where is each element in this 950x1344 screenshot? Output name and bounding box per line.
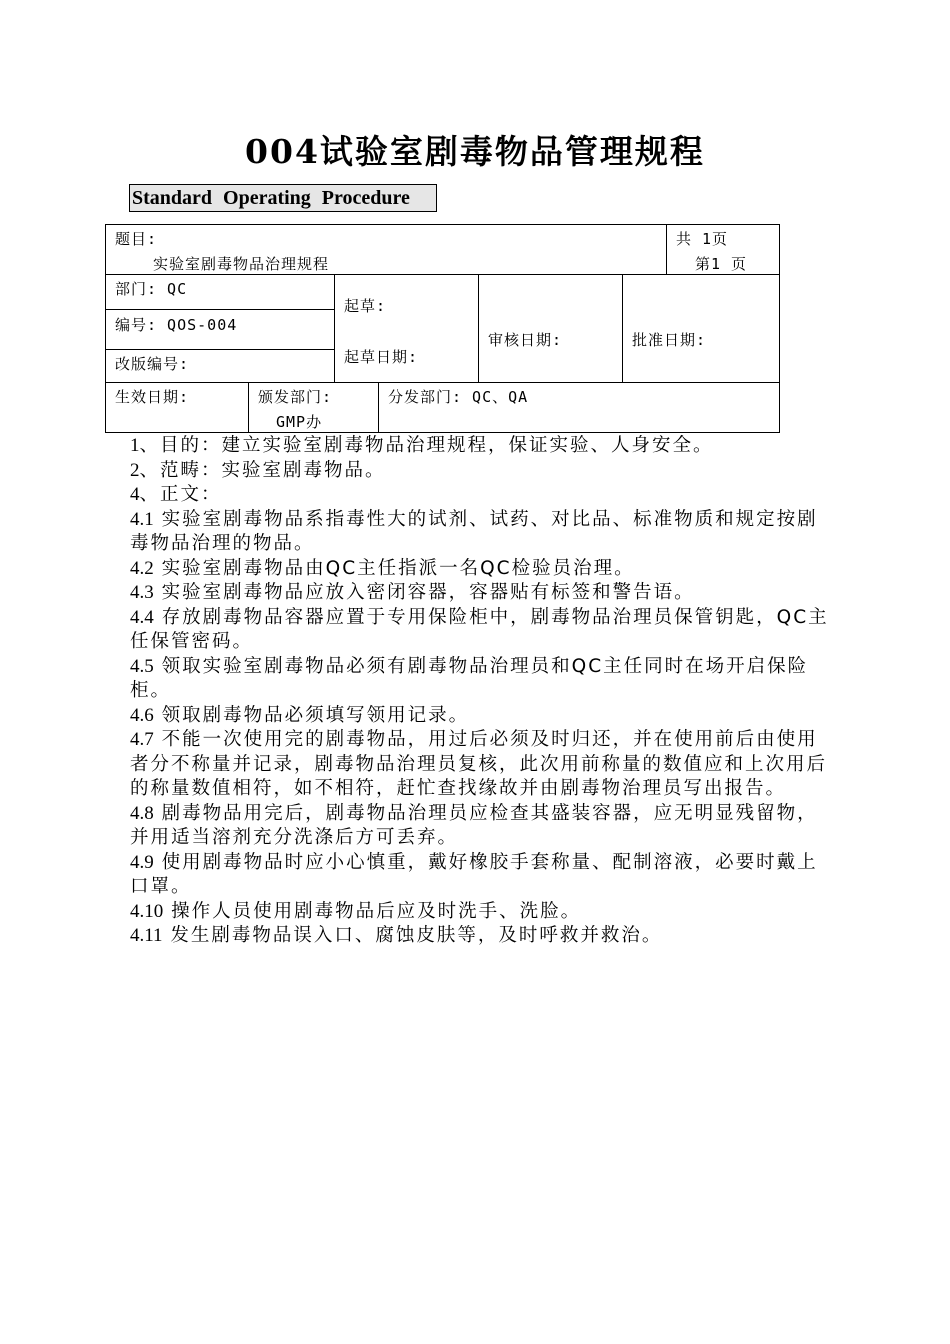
paragraph: 4、正文： — [130, 484, 222, 505]
document-title: 004试验室剧毒物品管理规程 — [245, 132, 705, 171]
draft-date-label: 起草日期: — [344, 348, 419, 366]
issue-dept-cell — [248, 382, 379, 433]
paragraph: 4.11 发生剧毒物品误入口、腐蚀皮肤等，及时呼救并救治。 — [130, 925, 663, 946]
paragraph: 4.3 实验室剧毒物品应放入密闭容器，容器贴有标签和警告语。 — [130, 582, 695, 603]
subject-value: 实验室剧毒物品治理规程 — [153, 255, 330, 273]
effective-date-cell — [105, 382, 249, 433]
paragraph: 1、目的：建立实验室剧毒物品治理规程，保证实验、人身安全。 — [130, 435, 714, 456]
paragraph: 4.6 领取剧毒物品必须填写领用记录。 — [130, 704, 470, 726]
paragraph: 4.8 剧毒物品用完后，剧毒物品治理员应检查其盛装容器，应无明显残留物，并用适当溶剂充分洗涤后方可丢弃。 — [130, 802, 818, 848]
revision-number: 改版编号: — [115, 355, 190, 373]
number-cell — [105, 309, 335, 350]
paragraph: 4.10 操作人员使用剧毒物品后应及时洗手、洗脸。 — [130, 900, 582, 922]
paragraph: 4.5 领取实验室剧毒物品必须有剧毒物品治理员和QC主任同时在场开启保险柜。 — [130, 655, 809, 701]
page-count-cell — [666, 224, 780, 275]
paragraph: 2、范畴：实验室剧毒物品。 — [130, 459, 386, 481]
paragraph: 4.2 实验室剧毒物品由QC主任指派一名QC检验员治理。 — [130, 557, 635, 579]
approve-cell — [622, 274, 780, 383]
paragraph: 4.7 不能一次使用完的剧毒物品，用过后必须及时归还，并在使用前后由使用者分不称量并记录，剧毒物品治理员复核，此次用前称量的数值应和上次用后的称量数值相符，如不相符，赶忙查找缘故并由剧毒物治理员写出报告。 — [130, 729, 828, 799]
distribute-dept-cell — [378, 382, 780, 433]
draft-label: 起草: — [344, 297, 387, 315]
revision-cell — [105, 349, 335, 383]
paragraph: 4.1 实验室剧毒物品系指毒性大的试剂、试药、对比品、标准物质和规定按剧毒物品治理的物品。 — [130, 508, 818, 554]
document-number: 编号: QOS-004 — [115, 316, 238, 334]
department-cell — [105, 274, 335, 310]
effective-date-label: 生效日期: — [115, 388, 190, 406]
distribute-dept: 分发部门: QC、QA — [388, 388, 529, 406]
paragraph: 4.9 使用剧毒物品时应小心慎重，戴好橡胶手套称量、配制溶液，必要时戴上口罩。 — [130, 851, 818, 897]
paragraph: 4.4 存放剧毒物品容器应置于专用保险柜中，剧毒物品治理员保管钥匙，QC主任保管密码。 — [130, 606, 829, 652]
approve-date-label: 批准日期: — [632, 331, 707, 349]
department: 部门: QC — [115, 280, 188, 298]
issue-dept-label: 颁发部门: — [258, 388, 333, 406]
review-cell — [478, 274, 623, 383]
subject-cell — [105, 224, 667, 275]
review-date-label: 审核日期: — [488, 331, 563, 349]
page-current: 第1 页 — [695, 255, 748, 273]
sop-label: Standard Operating Procedure — [129, 184, 437, 212]
pages-total: 共 1页 — [676, 230, 729, 248]
document-body — [114, 434, 836, 949]
draft-cell — [334, 274, 479, 383]
issue-dept-value: GMP办 — [276, 413, 323, 431]
subject-label: 题目: — [115, 230, 158, 248]
